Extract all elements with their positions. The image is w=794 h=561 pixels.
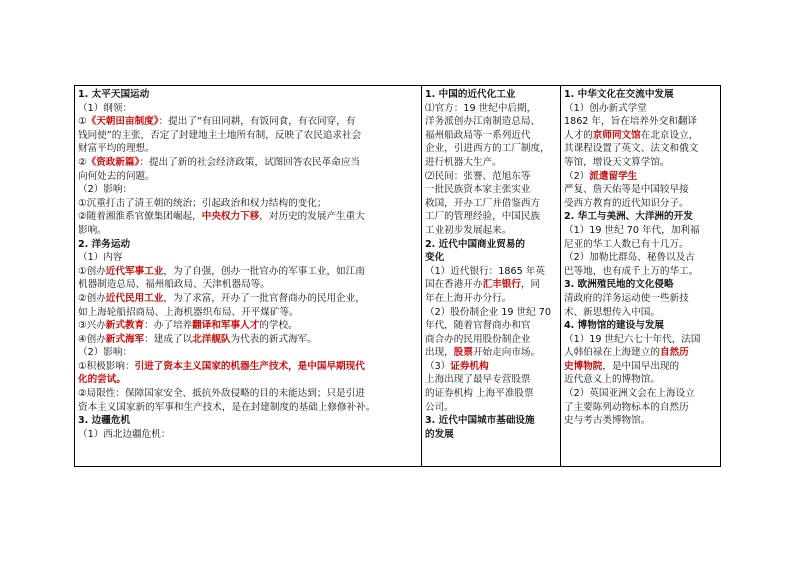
text-line: 福州船政局等一系列近代 [425,129,531,141]
text-line: 近代意义上的博物馆。 [564,374,660,386]
text-line: ①积极影响：引进了资本主义国家的机器生产技术，是中国早期现代 [78,360,365,372]
text-line: （2）派遣留学生 [564,170,638,182]
column-middle [422,86,561,466]
text-line: 企业，引进西方的工厂制度， [425,143,550,155]
text-line: 出现，股票开始走向市场。 [425,347,541,359]
text-line: 如上海轮船招商局、上海机器织布局、开平煤矿等。 [78,306,299,318]
section-title: 1. 太平天国运动 [78,89,150,100]
text-line: 商合办的民用股份制企业 [425,333,531,345]
text-line: 巴等地，也有成千上万的华工。 [564,265,699,277]
text-line: ①创办近代军事工业，为了自强，创办一批官办的军事工业，如江南 [78,265,365,277]
text-line: 人韩伯禄在上海建立的自然历 [564,347,689,359]
highlight-term: 《天朝田亩制度》 [86,116,159,128]
text-line: ②《资政新篇》：提出了新的社会经济政策，试图回答农民革命应当 [78,156,361,168]
highlight-term: 翻译和军事人才 [192,320,260,332]
text-line: 工业初步发展起来。 [425,224,512,236]
text-line: 等馆，增设天文算学馆。 [564,156,670,168]
text-line: （1）西北边疆危机： [78,428,171,440]
column-left [75,86,422,466]
text-line: ②随着湘淮系官僚集团崛起，中央权力下移，对历史的发展产生重大 [78,211,365,223]
highlight-term: 股票 [453,347,473,359]
text-line: ①《天朝田亩制度》：提出了“有田同耕，有饭同食，有衣同穿，有 [78,116,356,128]
text-line: （2）影响： [78,184,133,196]
text-line: 向何处去的问题。 [78,170,155,182]
text-line: 史与考古类博物馆。 [564,415,651,427]
text-line: 清政府的洋务运动使一些新技 [564,292,689,304]
text-line: 钱同使”的主张，否定了封建地主土地所有制，反映了农民追求社会 [78,129,362,141]
text-line: 的证券机构 上海平准股票 [425,388,534,400]
highlight-term: 史博物院 [564,360,603,372]
highlight-term: 北洋舰队 [192,333,231,345]
text-line: （1）近代银行：1865 年英 [425,265,545,277]
text-line: （2）加勒比群岛、秘鲁以及古 [564,252,695,264]
highlight-term: 京师同文馆 [592,129,641,141]
text-line: 人才的京师同文馆在北京设立， [564,129,699,141]
text-line: 救国，开办工厂并借鉴西方 [425,197,541,209]
highlight-term: 自然历 [659,347,689,359]
text-line: 洋务派创办江南制造总局、 [425,116,541,128]
text-line: （1）创办新式学堂 [564,102,647,114]
highlight-term: 引进了资本主义国家的机器生产技术，是中国早期现代 [134,360,365,372]
highlight-term: 新式教育 [105,320,145,332]
text-line: （2）影响： [78,347,133,359]
text-line: ①沉重打击了清王朝的统治；引起政治和权力结构的变化； [78,197,327,209]
section-title: 1. 中国的近代化工业 [425,89,516,100]
text-line: 年在上海开办分行。 [425,292,512,304]
section-title: 3. 近代中国城市基础设施 [425,415,535,427]
text-line: （1）内容 [78,252,123,264]
text-line: 受西方教育的近代知识分子。 [564,197,689,209]
text-line: （1）纲领： [78,102,133,114]
text-line: ②创办近代民用工业，为了求富，开办了一批官督商办的民用企业， [78,292,365,304]
text-line: 影响。 [78,224,107,236]
highlight-term: 近代民用工业 [105,292,164,304]
text-line: ②局限性：保障国家安全、抵抗外敌侵略的目的未能达到；只是引进 [78,388,365,400]
section-title: 3. 欧洲殖民地的文化侵略 [564,279,674,291]
text-line: 了主要陈列动物标本的自然历 [564,401,689,413]
text-line: 资本主义国家新的军事和生产技术，是在封建制度的基础上修修补补。 [78,401,376,413]
text-line: ④创办新式海军：建成了以北洋舰队为代表的新式海军。 [78,333,317,345]
text-line: 机器制造总局、福州船政局、天津机器局等。 [78,279,270,291]
section-title: 2. 近代中国商业贸易的 [425,238,526,250]
text-line: ⑴官方：19 世纪中后期， [425,102,537,114]
notes-table [74,85,721,467]
section-title: 4. 博物馆的建设与发展 [564,320,665,332]
highlight-term: 化的尝试。 [78,374,126,386]
text-line: 严复、詹天佑等是中国较早接 [564,184,689,196]
text-line: （3）证券机构 [425,360,489,372]
text-line: 1862 年，旨在培养外交和翻译 [564,116,697,128]
text-line: （1）19 世纪六七十年代，法国 [564,333,701,345]
highlight-term: 派遣留学生 [589,170,638,182]
highlight-term: 中央权力下移 [201,211,260,223]
column-right [561,86,720,466]
section-title: 3. 边疆危机 [78,415,131,427]
section-title: 变化 [425,252,445,264]
text-line: 一批民族资本家主张实业 [425,184,531,196]
text-line: 其课程设置了英文、法文和俄文 [564,143,699,155]
text-line: （2）英国亚洲文会在上海设立 [564,388,695,400]
highlight-term: 近代军事工业 [105,265,164,277]
text-line: 术、新思想传入中国。 [564,306,660,318]
text-line: 年代，随着官督商办和官 [425,320,531,332]
text-line: 上海出现了最早专营股票 [425,374,531,386]
section-title: 1. 中华文化在交流中发展 [564,89,674,100]
text-line: （2）股份制企业 19 世纪 70 [425,306,552,318]
section-title: 的发展 [425,428,454,440]
text-line: 财富平均的理想。 [78,143,155,155]
text-line: ⑵民间：张謇、范旭东等 [425,170,531,182]
text-line: （1）19 世纪 70 年代，加利福 [564,224,700,236]
highlight-term: 《资政新篇》 [86,156,140,168]
highlight-term: 汇丰银行 [482,279,521,291]
text-line: 公司。 [425,401,454,413]
text-line: 史博物院，是中国早出现的 [564,360,680,372]
highlight-term: 新式海军 [105,333,145,345]
text-line: 工厂的管理经验，中国民族 [425,211,541,223]
section-title: 2. 华工与美洲、大洋洲的开发 [564,211,693,223]
text-line: 进行机器大生产。 [425,156,502,168]
text-line: 国在香港开办汇丰银行，同 [425,279,541,291]
section-title: 2. 洋务运动 [78,238,131,250]
highlight-term: 证券机构 [450,360,489,372]
text-line: ③兴办新式教育：办了培养翻译和军事人才的学校。 [78,320,298,332]
text-line: 尼亚的华工人数已有十几万。 [564,238,689,250]
